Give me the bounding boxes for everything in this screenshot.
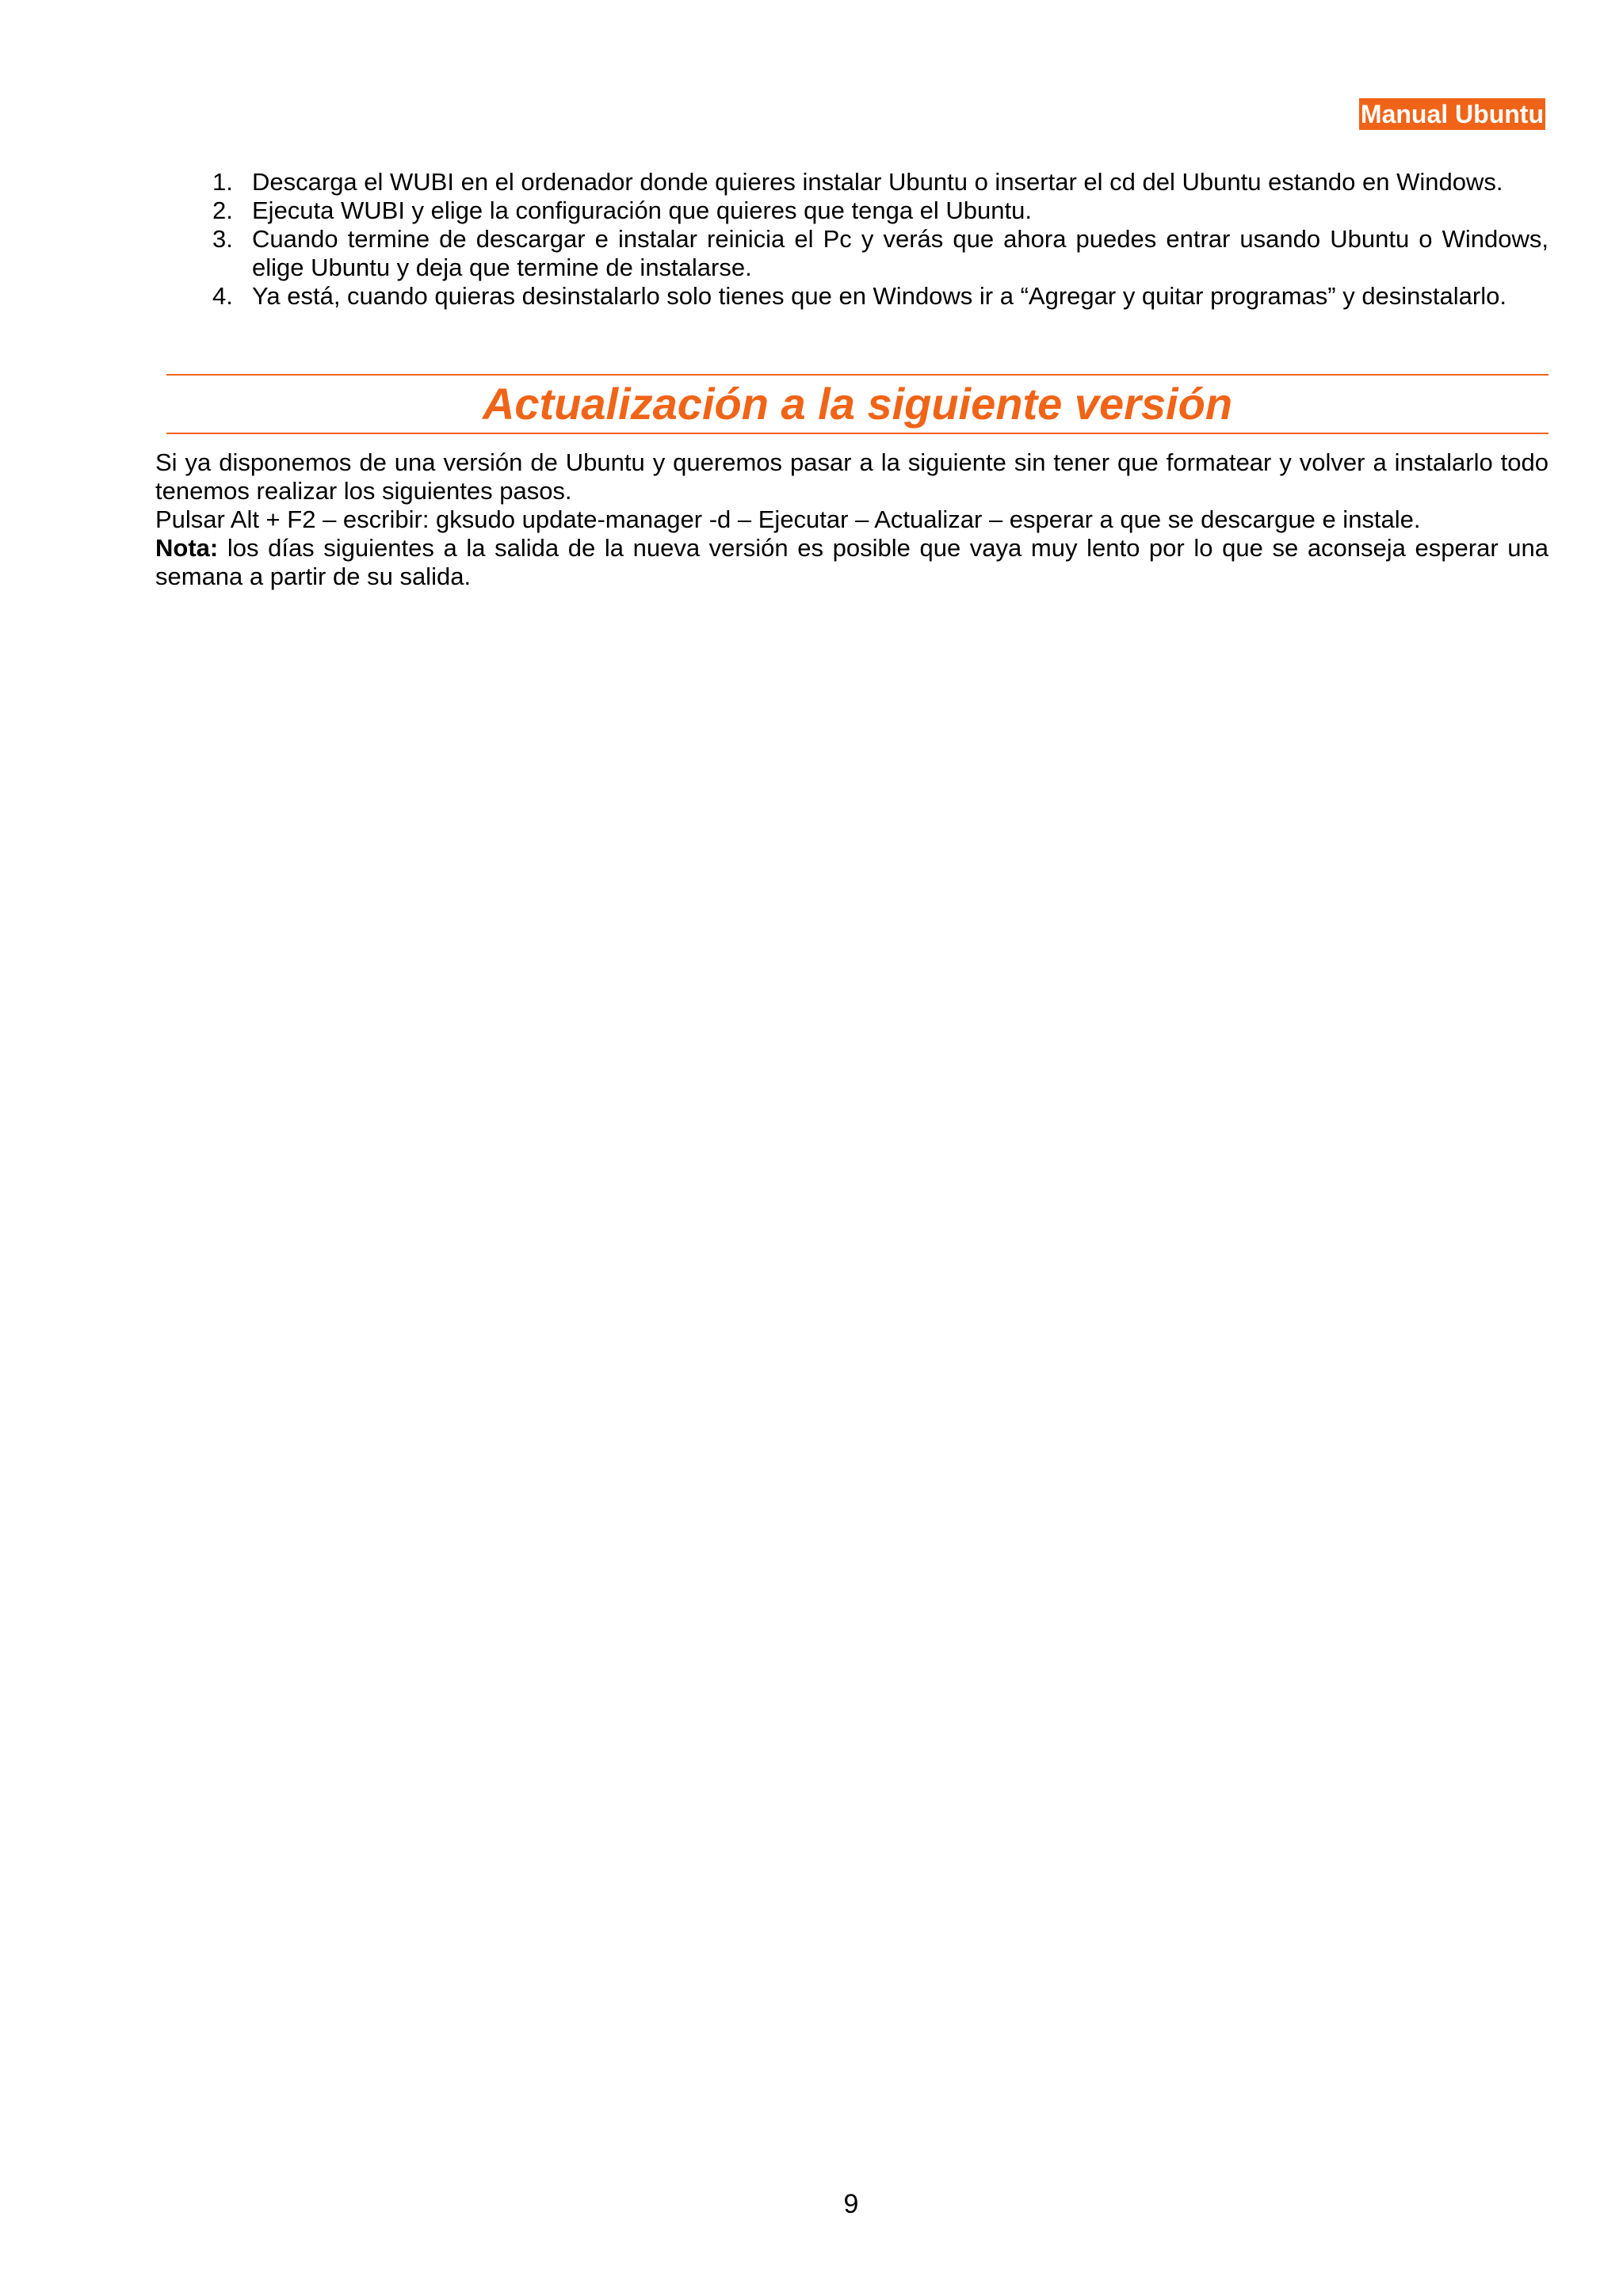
list-item (155, 225, 1549, 282)
section-divider-top (166, 374, 1549, 376)
list-item (155, 282, 1549, 311)
list-item (155, 168, 1549, 196)
paragraph-steps: Pulsar Alt + F2 – escribir: gksudo update-manager -d – Ejecutar – Actualizar – esperar a que se descargue e instale. (155, 505, 1421, 533)
step-text: Cuando termine de descargar e instalar reinicia el Pc y verás que ahora puedes entrar usando Ubuntu o Windows, elige Ubuntu y deja que termine de instalarse. (252, 225, 1549, 281)
step-number: 4. (212, 282, 233, 310)
list-item (155, 196, 1549, 225)
page-number: 9 (843, 2189, 859, 2219)
step-number: 2. (212, 196, 233, 224)
step-text: Descarga el WUBI en el ordenador donde quieres instalar Ubuntu o insertar el cd del Ubuntu estando en Windows. (252, 168, 1503, 196)
step-number: 3. (212, 225, 233, 253)
note-text: los días siguientes a la salida de la nueva versión es posible que vaya muy lento por lo que se aconseja esperar una semana a partir de su salida. (155, 534, 1549, 590)
step-number: 1. (212, 168, 233, 196)
header-badge: Manual Ubuntu (1360, 100, 1544, 128)
note-label: Nota: (155, 534, 219, 562)
section-body (155, 448, 1549, 591)
section-divider-bottom (166, 433, 1549, 434)
paragraph-intro: Si ya disponemos de una versión de Ubuntu y queremos pasar a la siguiente sin tener que formatear y volver a instalarlo todo tenemos realizar los siguientes pasos. (155, 448, 1549, 505)
section-title: Actualización a la siguiente versión (482, 379, 1233, 429)
paragraph-note (155, 534, 1549, 591)
step-text: Ya está, cuando quieras desinstalarlo solo tienes que en Windows ir a “Agregar y quitar programas” y desinstalarlo. (252, 282, 1507, 310)
install-steps-list (155, 168, 1549, 311)
step-text: Ejecuta WUBI y elige la configuración que quieres que tenga el Ubuntu. (252, 196, 1032, 224)
